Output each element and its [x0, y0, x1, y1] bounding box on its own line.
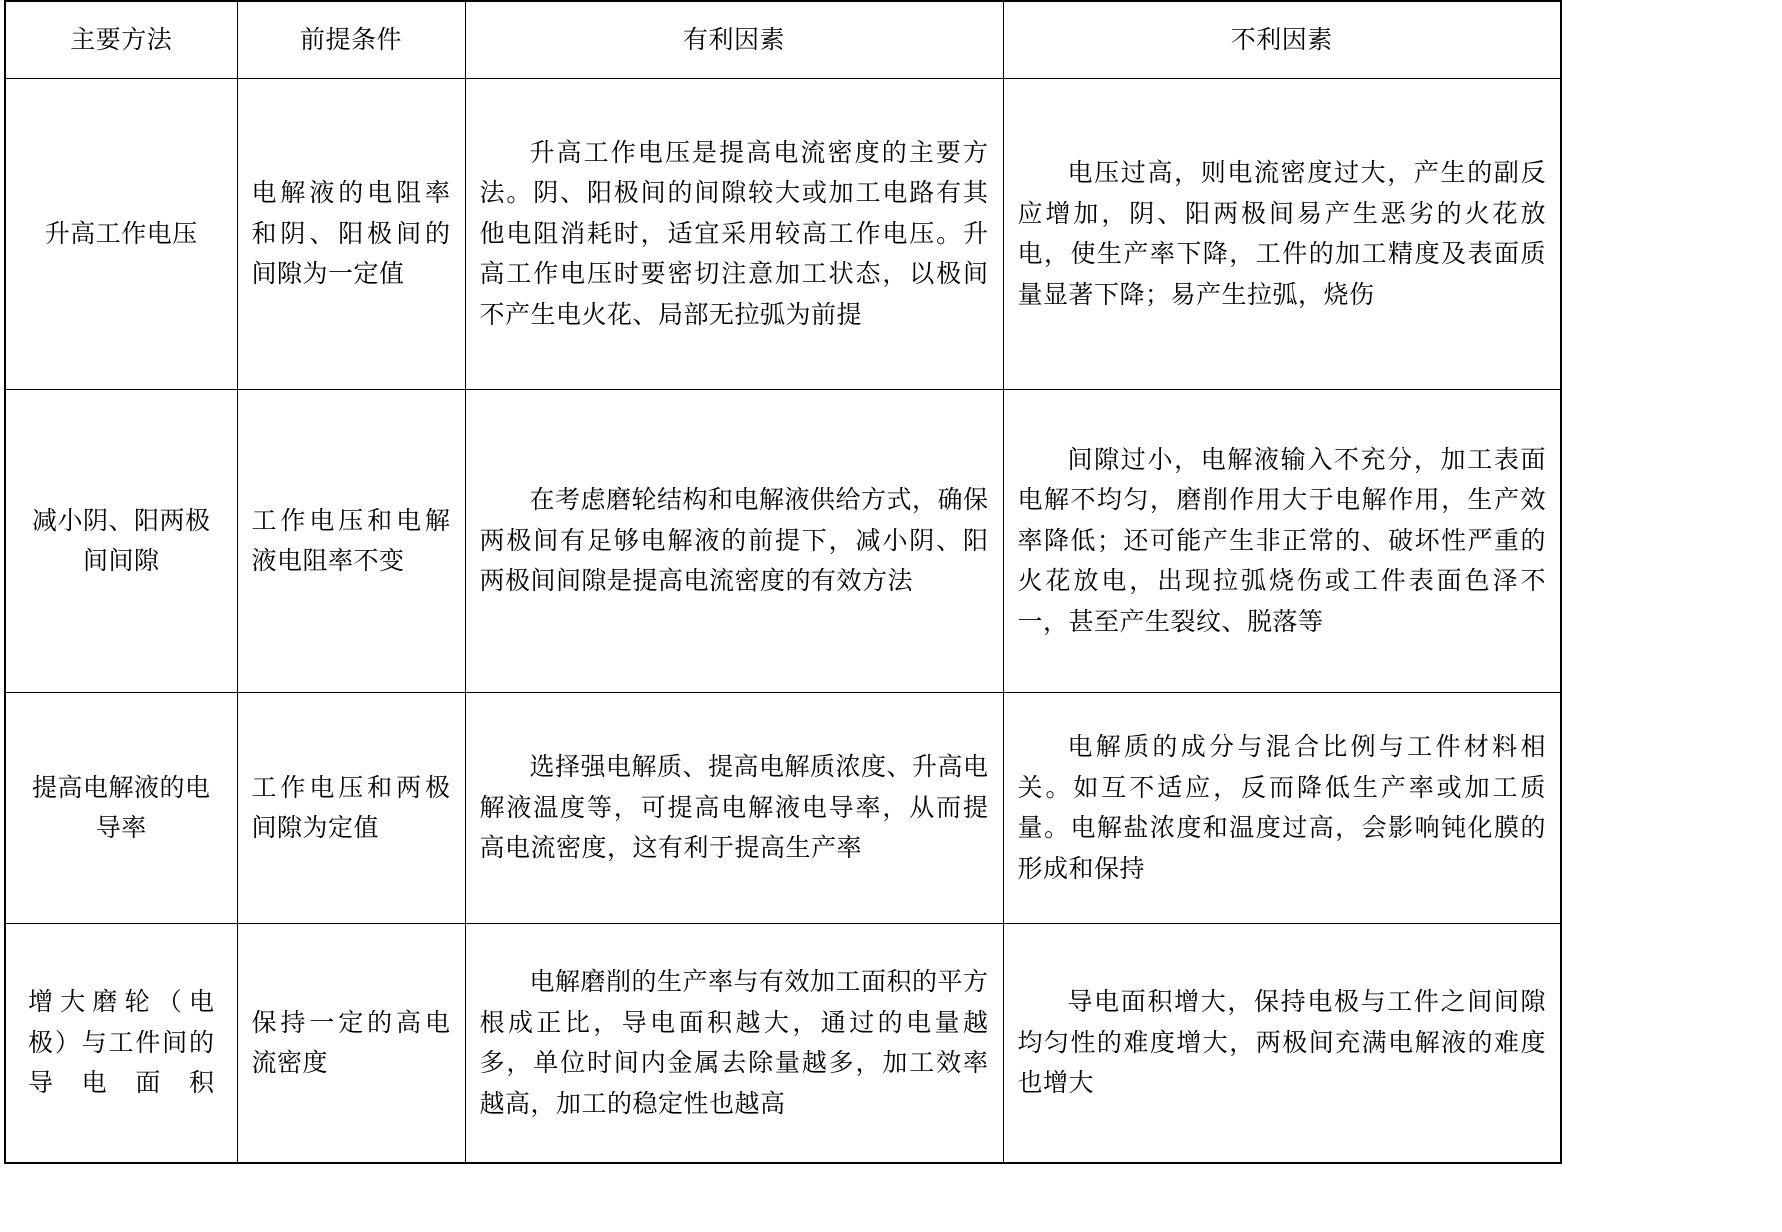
column-header-condition: 前提条件	[237, 1, 465, 79]
cell-condition: 工作电压和两极间隙为定值	[237, 693, 465, 924]
cell-condition: 保持一定的高电流密度	[237, 924, 465, 1164]
cell-unfavorable: 导电面积增大，保持电极与工件之间间隙均匀性的难度增大，两极间充满电解液的难度也增大	[1003, 924, 1561, 1164]
cell-method: 减小阴、阳两极间间隙	[5, 390, 237, 693]
table-body	[5, 79, 1561, 1164]
cell-condition: 工作电压和电解液电阻率不变	[237, 390, 465, 693]
cell-favorable: 选择强电解质、提高电解质浓度、升高电解液温度等，可提高电解液电导率，从而提高电流密度，这有利于提高生产率	[465, 693, 1003, 924]
cell-method: 升高工作电压	[5, 79, 237, 390]
column-header-unfavorable: 不利因素	[1003, 1, 1561, 79]
cell-method: 增大磨轮（电极）与工件间的导电面积	[5, 924, 237, 1164]
cell-favorable: 升高工作电压是提高电流密度的主要方法。阴、阳极间的间隙较大或加工电路有其他电阻消耗时，适宜采用较高工作电压。升高工作电压时要密切注意加工状态，以极间不产生电火花、局部无拉弧为前提	[465, 79, 1003, 390]
table-row	[5, 390, 1561, 693]
table-row	[5, 693, 1561, 924]
cell-favorable: 电解磨削的生产率与有效加工面积的平方根成正比，导电面积越大，通过的电量越多，单位时间内金属去除量越多，加工效率越高，加工的稳定性也越高	[465, 924, 1003, 1164]
column-header-favorable: 有利因素	[465, 1, 1003, 79]
cell-unfavorable: 间隙过小，电解液输入不充分，加工表面电解不均匀，磨削作用大于电解作用，生产效率降低；还可能产生非正常的、破坏性严重的火花放电，出现拉弧烧伤或工件表面色泽不一，甚至产生裂纹、脱落等	[1003, 390, 1561, 693]
table-row	[5, 79, 1561, 390]
cell-unfavorable: 电解质的成分与混合比例与工件材料相关。如互不适应，反而降低生产率或加工质量。电解盐浓度和温度过高，会影响钝化膜的形成和保持	[1003, 693, 1561, 924]
table-header-row	[5, 1, 1561, 79]
table-header	[5, 1, 1561, 79]
table-row	[5, 924, 1561, 1164]
cell-method: 提高电解液的电导率	[5, 693, 237, 924]
cell-condition: 电解液的电阻率和阴、阳极间的间隙为一定值	[237, 79, 465, 390]
cell-favorable: 在考虑磨轮结构和电解液供给方式，确保两极间有足够电解液的前提下，减小阴、阳两极间间隙是提高电流密度的有效方法	[465, 390, 1003, 693]
cell-unfavorable: 电压过高，则电流密度过大，产生的副反应增加，阴、阳两极间易产生恶劣的火花放电，使生产率下降，工件的加工精度及表面质量显著下降；易产生拉弧，烧伤	[1003, 79, 1561, 390]
comparison-table	[4, 0, 1562, 1164]
column-header-method: 主要方法	[5, 1, 237, 79]
